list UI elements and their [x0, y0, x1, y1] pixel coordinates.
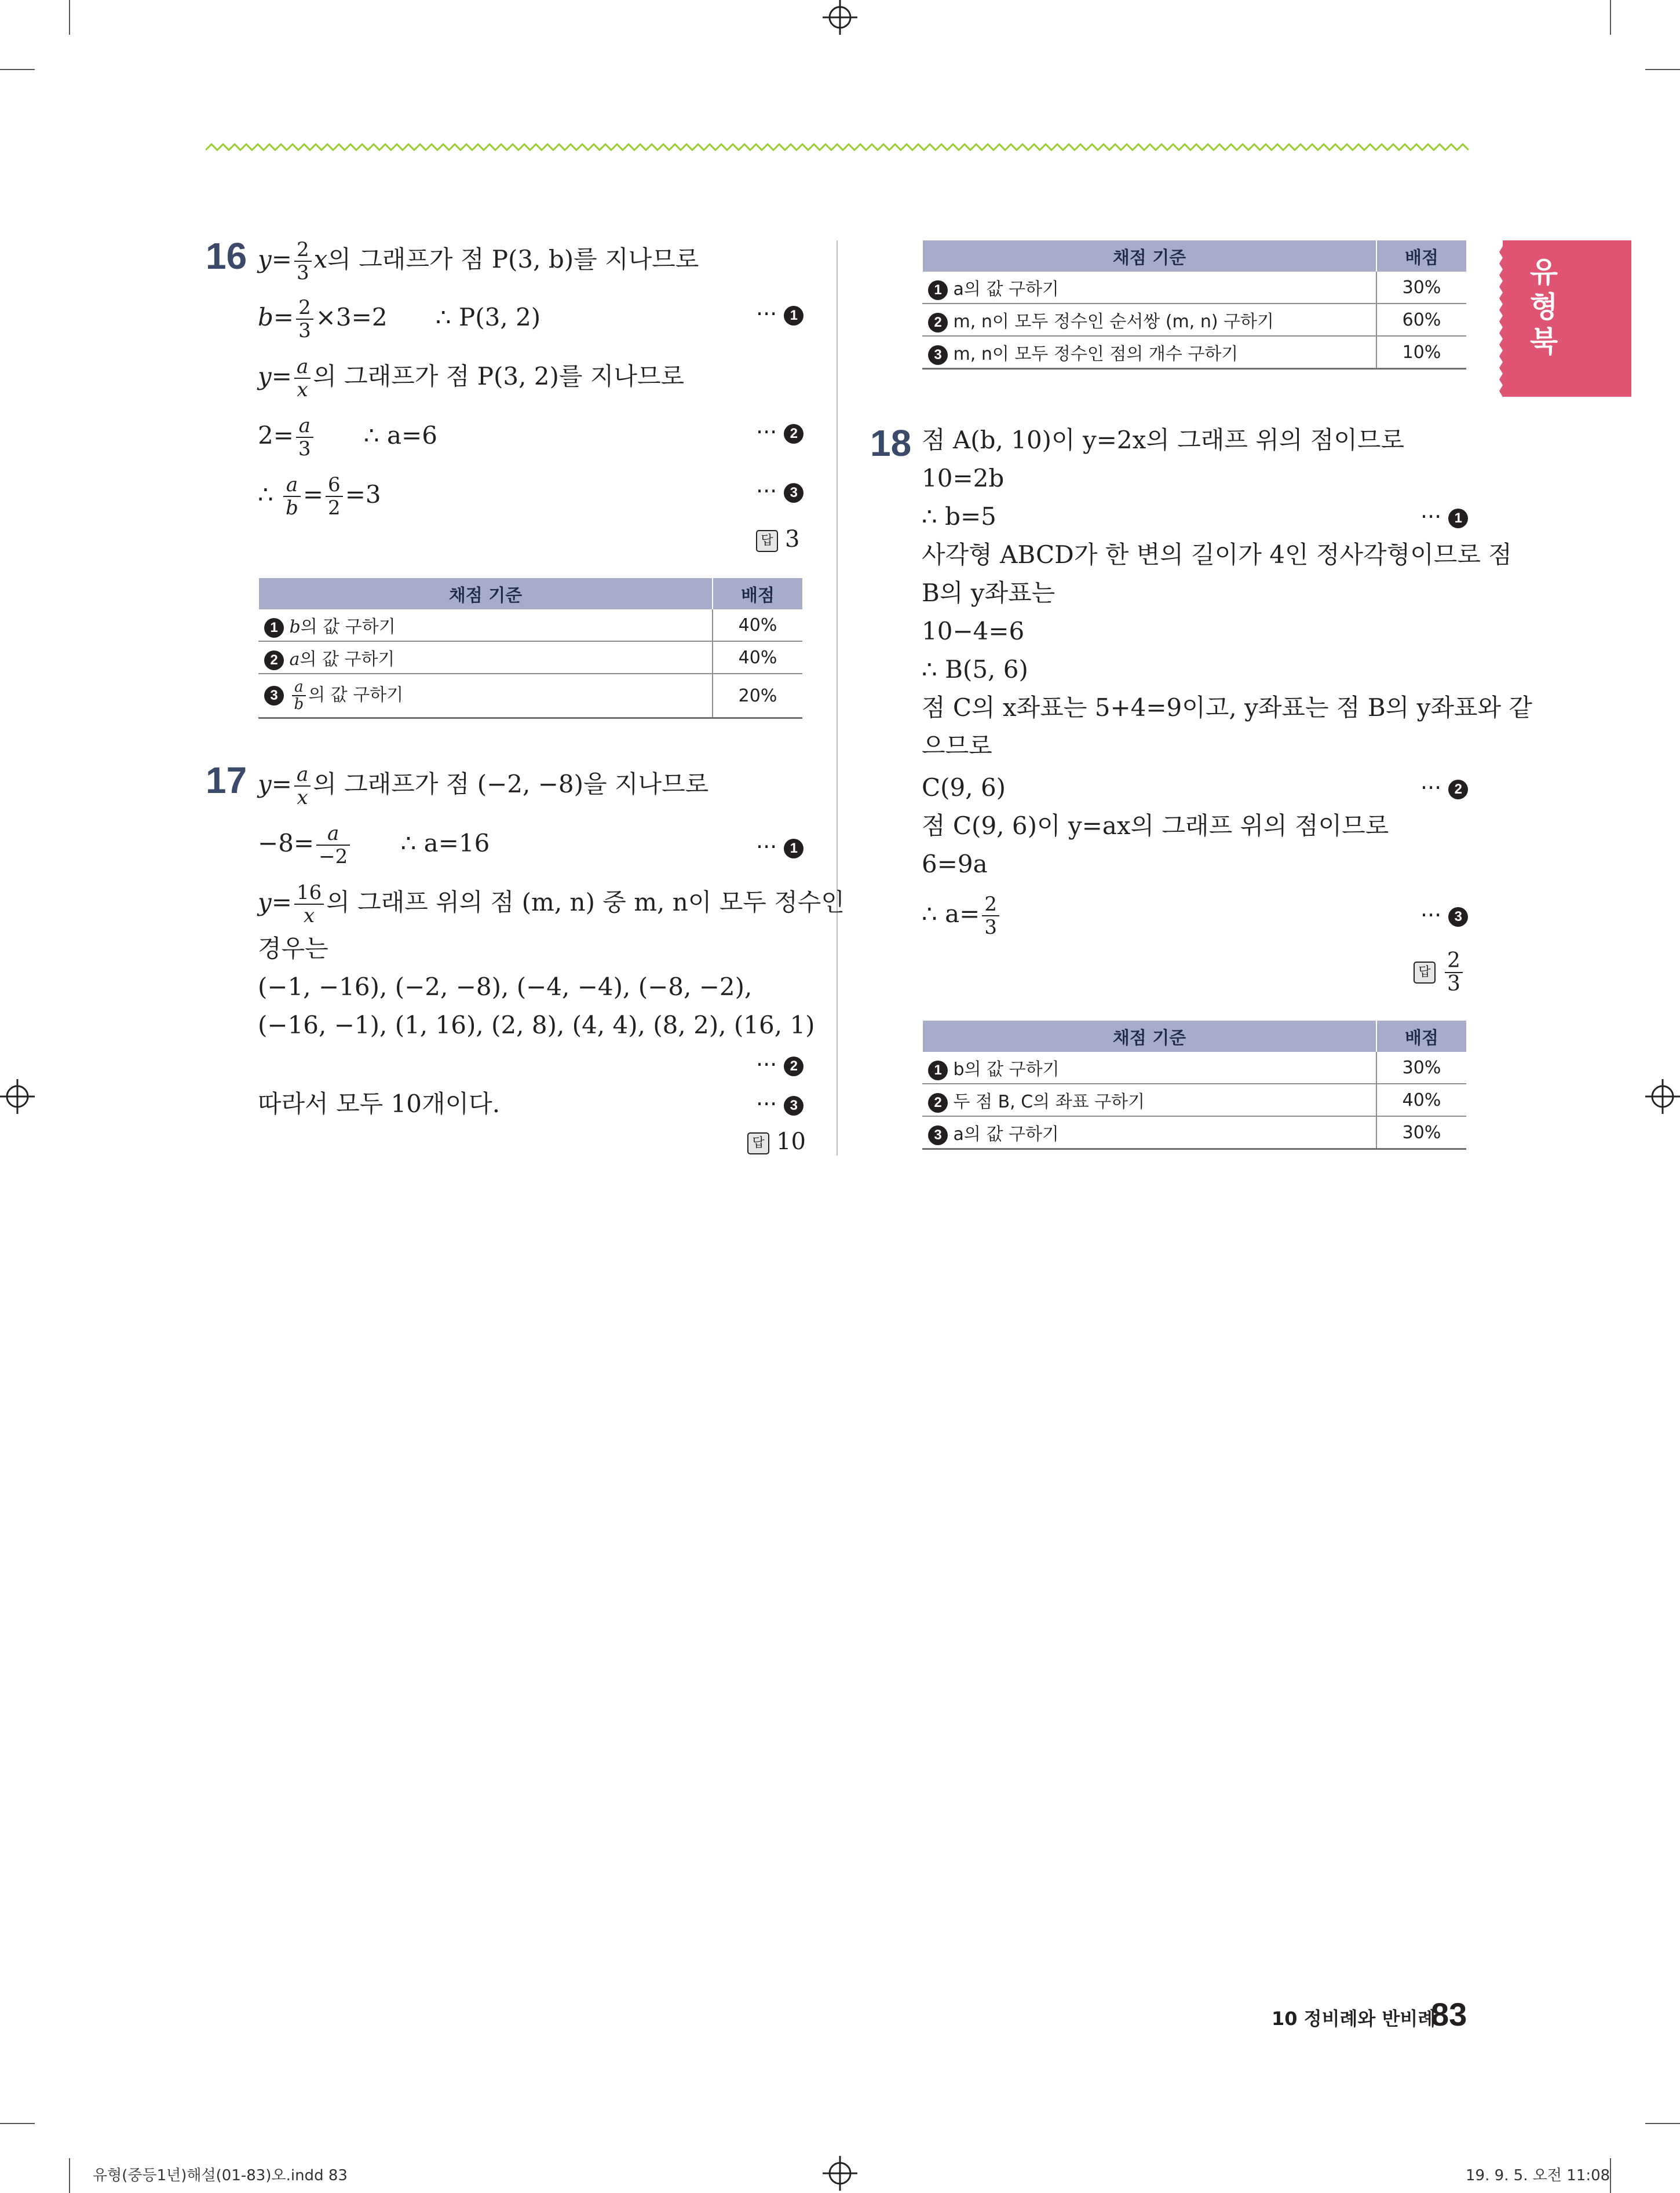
q18-step-3: ··· 3: [1420, 902, 1468, 928]
q16-step-2: ··· 2: [756, 419, 804, 445]
q18-line-2: 10=2b: [922, 464, 1005, 492]
q18-line-7: ∴ B(5, 6): [922, 655, 1028, 684]
q18-step-1: ··· 1: [1420, 504, 1468, 529]
footer-file-info: 유형(중등1년)해설(01-83)오.indd 83: [93, 2167, 348, 2184]
page-number: 83: [1431, 1996, 1467, 2033]
q17-answer: 답 10: [747, 1128, 806, 1155]
question-number-16: 16: [206, 235, 247, 277]
q17-line-5: (−1, −16), (−2, −8), (−4, −4), (−8, −2),: [258, 973, 753, 1001]
q16-line-2: b= $\frac{2}{3}$ ×3=2 ∴ P(3, 2): [258, 296, 541, 342]
header-zigzag: [206, 142, 1469, 153]
q16-step-1: ··· 1: [756, 301, 804, 327]
q17-line-7: 따라서 모두 10개이다.: [258, 1090, 501, 1118]
q16-line-4: 2= $\frac{a}{3}$ ∴ a=6: [258, 414, 437, 460]
q18-line-12: 6=9a: [922, 850, 988, 878]
q17-grading-table: 채점 기준 배점 1 a의 값 구하기 30% 2 m, n이 모두 정수인 순서쌍 (m, n) 구하기 60% 3 m, n이 모두 정수인 점의 개수 구하기 10%: [922, 240, 1466, 370]
q18-line-13: ∴ a= $\frac{2}{3}$: [922, 893, 1002, 938]
q16-line-1: y= $\frac{2}{3}$ x의 그래프가 점 P(3, b)를 지나므로: [258, 238, 699, 284]
question-number-17: 17: [206, 759, 247, 801]
column-divider: [837, 240, 838, 1156]
q18-line-10: C(9, 6): [922, 773, 1006, 802]
q18-line-8: 점 C의 x좌표는 5+4=9이고, y좌표는 점 B의 y좌표와 같: [922, 693, 1532, 722]
q18-step-2: ··· 2: [1420, 775, 1468, 801]
q17-line-3: y= $\frac{16}{x}$ 의 그래프 위의 점 (m, n) 중 m, n이 모두 정수인: [258, 881, 845, 927]
q16-line-3: y= $\frac{a}{x}$ 의 그래프가 점 P(3, 2)를 지나므로: [258, 355, 685, 401]
question-number-18: 18: [870, 422, 912, 464]
q16-answer: 답 3: [756, 526, 799, 553]
q18-grading-table: 채점 기준 배점 1 b의 값 구하기 30% 2 두 점 B, C의 좌표 구하기 40% 3 a의 값 구하기 30%: [922, 1021, 1466, 1150]
q18-line-1: 점 A(b, 10)이 y=2x의 그래프 위의 점이므로: [922, 426, 1405, 454]
side-tab-label: 유형북: [1529, 255, 1558, 359]
q18-line-9: 으므로: [922, 732, 992, 760]
q17-line-2: −8= $\frac{a}{-2}$ ∴ a=16: [258, 822, 490, 868]
q16-step-3: ··· 3: [756, 478, 804, 504]
q17-step-2: ··· 2: [756, 1052, 804, 1077]
q17-line-4: 경우는: [258, 934, 328, 963]
q17-line-1: y= $\frac{a}{x}$ 의 그래프가 점 (−2, −8)을 지나므로: [258, 763, 709, 809]
q17-step-3: ··· 3: [756, 1091, 804, 1117]
q16-grading-table: 채점 기준 배점 1 b의 값 구하기 40% 2 a의 값 구하기 40% 3 $\frac{a}{b}$ 의 값 구하기 20%: [258, 578, 802, 719]
q18-line-4: 사각형 ABCD가 한 변의 길이가 4인 정사각형이므로 점: [922, 540, 1512, 569]
q18-line-3: ∴ b=5: [922, 502, 996, 531]
q18-line-5: B의 y좌표는: [922, 579, 1056, 607]
q18-line-6: 10−4=6: [922, 617, 1025, 645]
footer-date: 19. 9. 5. 오전 11:08: [1466, 2167, 1610, 2184]
q17-line-6: (−16, −1), (1, 16), (2, 8), (4, 4), (8, 2), (16, 1): [258, 1011, 815, 1039]
q16-line-5: ∴ $\frac{a}{b}$ = $\frac{6}{2}$ =3: [258, 473, 381, 520]
side-tab-zigzag: [1495, 240, 1506, 397]
q18-line-11: 점 C(9, 6)이 y=ax의 그래프 위의 점이므로: [922, 812, 1389, 840]
chapter-title: 10 정비례와 반비례: [1272, 2008, 1436, 2030]
q18-answer: 답 $\frac{2}{3}$: [1414, 950, 1465, 995]
q17-step-1: ··· 1: [756, 834, 804, 860]
